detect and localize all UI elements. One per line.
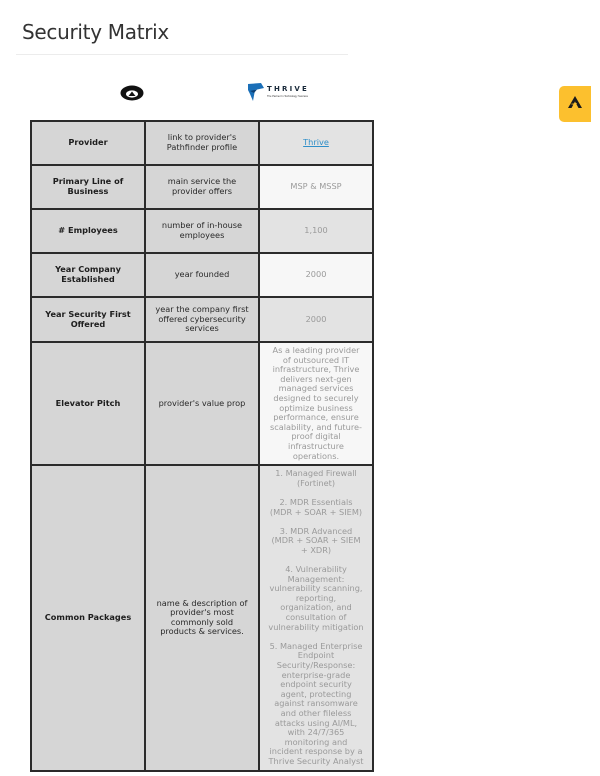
row-name: Year Company Established xyxy=(31,253,145,297)
row-value-packages xyxy=(259,465,373,770)
row-name: Primary Line of Business xyxy=(31,165,145,209)
row-description: year founded xyxy=(145,253,259,297)
row-value: 1,100 xyxy=(259,209,373,253)
table-row xyxy=(31,297,373,342)
package-item: 3. MDR Advanced (MDR + SOAR + SIEM + XDR) xyxy=(271,525,361,555)
side-badge-button[interactable] xyxy=(559,86,591,122)
row-description: name & description of provider's most commonly sold products & services. xyxy=(145,465,259,770)
row-description: provider's value prop xyxy=(145,342,259,465)
package-item: 4. Vulnerability Management: vulnerability scanning, reporting, organization, and consultation of vulnerability mitigation xyxy=(268,564,364,632)
table-row xyxy=(31,342,373,465)
row-value xyxy=(259,121,373,165)
row-name: # Employees xyxy=(31,209,145,253)
table-row xyxy=(31,165,373,209)
mountain-a-icon xyxy=(568,95,582,113)
thrive-logo xyxy=(247,82,319,104)
row-name: Elevator Pitch xyxy=(31,342,145,465)
thrive-tagline: The Partner In Technology Success xyxy=(267,95,308,98)
thrive-wordmark: THRIVE xyxy=(267,85,310,93)
row-name: Common Packages xyxy=(31,465,145,770)
security-matrix-table xyxy=(30,120,374,772)
row-description: link to provider's Pathfinder profile xyxy=(145,121,259,165)
table-row xyxy=(31,121,373,165)
row-value: 2000 xyxy=(259,253,373,297)
table-row xyxy=(31,209,373,253)
row-value: As a leading provider of outsourced IT infrastructure, Thrive delivers next-gen managed services designed to securely optimize business performance, ensure scalability, and future-proof digital infrastructure operations. xyxy=(259,342,373,465)
package-item: 1. Managed Firewall (Fortinet) xyxy=(275,468,357,488)
row-name: Provider xyxy=(31,121,145,165)
row-description: number of in-house employees xyxy=(145,209,259,253)
page-title: Security Matrix xyxy=(22,20,169,44)
row-value: MSP & MSSP xyxy=(259,165,373,209)
circle-a-logo-icon xyxy=(120,85,144,101)
provider-link[interactable]: Thrive xyxy=(303,137,329,148)
package-item: 5. Managed Enterprise Endpoint Security/Response: enterprise-grade endpoint security agent, protecting against ransomware and other fileless attacks using AI/ML, with 24/7/365 monitoring and incident response by a Thrive Security Analyst xyxy=(268,640,364,766)
row-value: 2000 xyxy=(259,297,373,342)
row-name: Year Security First Offered xyxy=(31,297,145,342)
title-divider xyxy=(16,54,348,55)
row-description: main service the provider offers xyxy=(145,165,259,209)
row-description: year the company first offered cybersecurity services xyxy=(145,297,259,342)
package-item: 2. MDR Essentials (MDR + SOAR + SIEM) xyxy=(269,496,363,517)
table-row xyxy=(31,253,373,297)
table-row xyxy=(31,465,373,770)
